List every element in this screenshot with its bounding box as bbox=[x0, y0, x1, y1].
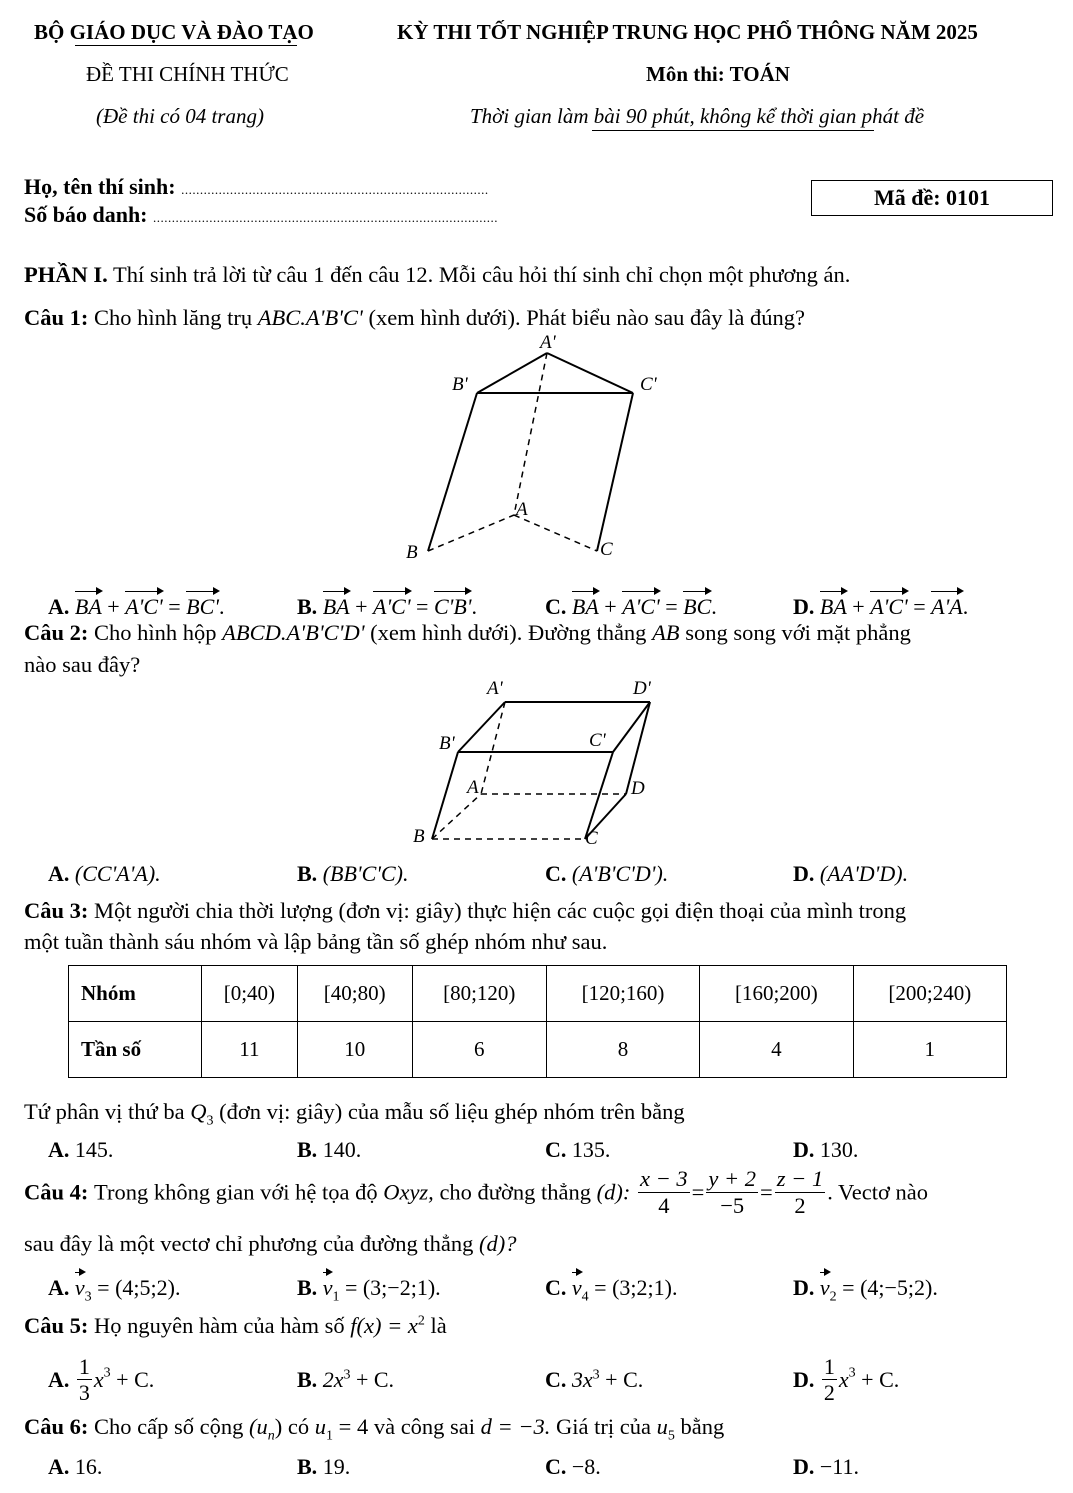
vector: v bbox=[572, 1269, 582, 1301]
q3-option-b[interactable] bbox=[297, 1137, 361, 1163]
q5-option-c[interactable] bbox=[545, 1367, 643, 1393]
table-header-cell: Tần số bbox=[69, 1022, 202, 1078]
q1-label-b-prime: B' bbox=[452, 374, 468, 395]
q4-label: Câu 4: bbox=[24, 1179, 89, 1205]
q4-option-a[interactable] bbox=[48, 1269, 180, 1305]
q3-label: Câu 3: bbox=[24, 898, 89, 923]
q6-option-c[interactable] bbox=[545, 1454, 601, 1480]
q4-fraction-x bbox=[638, 1166, 690, 1219]
q1-text-b: (xem hình dưới). Phát biểu nào sau đây là đúng? bbox=[368, 305, 805, 330]
option-letter: C. bbox=[545, 594, 567, 619]
q4-option-d[interactable] bbox=[793, 1269, 938, 1305]
q1-math: ABC.A'B'C' bbox=[257, 305, 363, 330]
frequency-table bbox=[68, 965, 1007, 1078]
option-sup: 3 bbox=[343, 1367, 351, 1383]
q5-text-b: là bbox=[430, 1313, 447, 1338]
q1-option-b[interactable]: B. BA + A'C' = C'B'. bbox=[297, 588, 477, 620]
table-row bbox=[69, 1022, 1007, 1078]
option-letter: C. bbox=[545, 1367, 567, 1392]
exam-code-box: Mã đề: 0101 bbox=[811, 180, 1053, 216]
option-tail: + C. bbox=[355, 1367, 395, 1392]
q4-stem-line2 bbox=[24, 1231, 516, 1257]
denominator: 2 bbox=[794, 1192, 806, 1218]
option-tail: + C. bbox=[605, 1367, 644, 1392]
option-value: = (3;2;1). bbox=[594, 1275, 678, 1300]
vector: BA bbox=[75, 588, 102, 620]
table-cell: [200;240) bbox=[853, 966, 1006, 1022]
q4-oxyz: Oxyz, bbox=[383, 1179, 434, 1205]
q4-fraction-z bbox=[775, 1166, 825, 1219]
option-letter: D. bbox=[793, 1137, 815, 1162]
numerator: y + 2 bbox=[708, 1166, 757, 1191]
numerator: z − 1 bbox=[776, 1166, 824, 1191]
q6-option-d[interactable] bbox=[793, 1454, 859, 1480]
q3-q-sub: 3 bbox=[206, 1113, 214, 1129]
q6-text-e: bằng bbox=[680, 1414, 725, 1439]
vector: BA bbox=[820, 588, 847, 620]
q6-u5: u bbox=[656, 1414, 668, 1439]
numerator: 1 bbox=[823, 1354, 835, 1379]
vector: A'A bbox=[931, 588, 963, 620]
option-letter: C. bbox=[545, 861, 567, 886]
q1-label-a-prime: A' bbox=[540, 332, 556, 353]
q4-line-ref: (d)? bbox=[478, 1231, 517, 1256]
q1-label-c: C bbox=[600, 539, 613, 560]
q5-func-sup: 2 bbox=[417, 1313, 425, 1329]
vector: BA bbox=[572, 588, 599, 620]
option-value: (BB'C'C). bbox=[322, 861, 409, 886]
q4-fraction-y bbox=[706, 1166, 758, 1219]
q2-label-b-prime: B' bbox=[439, 733, 455, 754]
q1-label-a: A bbox=[516, 499, 528, 520]
q2-stem bbox=[24, 620, 911, 646]
vector: A'C' bbox=[622, 588, 660, 620]
q6-u1: u bbox=[314, 1414, 326, 1439]
q6-seq-sub: n bbox=[267, 1428, 275, 1444]
table-cell: [40;80) bbox=[297, 966, 412, 1022]
vector: A'C' bbox=[870, 588, 908, 620]
q3-option-a[interactable] bbox=[48, 1137, 113, 1163]
option-body: 2x bbox=[322, 1367, 344, 1392]
option-letter: D. bbox=[793, 594, 815, 619]
q3-text-line1: Một người chia thời lượng (đơn vị: giây) thực hiện các cuộc gọi điện thoại của mình trong bbox=[94, 898, 907, 923]
option-value: = (4;5;2). bbox=[97, 1275, 181, 1300]
q3-question-b: (đơn vị: giây) của mẫu số liệu ghép nhóm trên bằng bbox=[219, 1099, 685, 1124]
table-cell: 8 bbox=[546, 1022, 699, 1078]
denominator: 3 bbox=[78, 1380, 90, 1406]
q1-option-d[interactable]: D. BA + A'C' = A'A. bbox=[793, 588, 968, 620]
id-label: Số báo danh: bbox=[24, 202, 148, 227]
option-value: = (4;−5;2). bbox=[842, 1275, 938, 1300]
q6-u1-sub: 1 bbox=[326, 1428, 333, 1444]
q6-text-d: Giá trị của bbox=[556, 1414, 652, 1439]
ministry-name: BỘ GIÁO DỤC VÀ ĐÀO TẠO bbox=[34, 20, 314, 44]
table-cell: [120;160) bbox=[546, 966, 699, 1022]
option-value: (A'B'C'D'). bbox=[571, 861, 669, 886]
q6-seq: (u bbox=[249, 1414, 268, 1439]
fraction bbox=[822, 1354, 837, 1406]
q2-text-c: song song với mặt phẳng bbox=[685, 620, 911, 645]
q5-option-b[interactable] bbox=[297, 1367, 394, 1393]
q2-option-a[interactable] bbox=[48, 861, 161, 887]
q2-label-c-prime: C' bbox=[589, 730, 606, 751]
option-value: 145. bbox=[74, 1137, 114, 1162]
option-letter: A. bbox=[48, 1454, 70, 1479]
ministry-underline bbox=[75, 45, 297, 46]
option-value: = (3;−2;1). bbox=[344, 1275, 441, 1300]
q6-option-b[interactable] bbox=[297, 1454, 350, 1480]
numerator: 1 bbox=[78, 1354, 90, 1379]
option-value: 140. bbox=[322, 1137, 362, 1162]
q2-text-a: Cho hình hộp bbox=[94, 620, 217, 645]
option-letter: C. bbox=[545, 1137, 567, 1162]
subject-label: Môn thi: TOÁN bbox=[646, 62, 790, 86]
q2-text-b: (xem hình dưới). Đường thẳng bbox=[370, 620, 647, 645]
q4-text-c: . Vectơ nào bbox=[827, 1179, 929, 1205]
vector: BC bbox=[683, 588, 711, 620]
option-value: 130. bbox=[819, 1137, 859, 1162]
vector-sub: 2 bbox=[829, 1289, 837, 1305]
q1-label-c-prime: C' bbox=[640, 374, 657, 395]
q2-option-b[interactable] bbox=[297, 861, 408, 887]
q5-label: Câu 5: bbox=[24, 1313, 89, 1338]
vector: BC' bbox=[186, 588, 219, 620]
vector-sub: 1 bbox=[332, 1289, 340, 1305]
q6-text-b: có bbox=[287, 1414, 310, 1439]
name-label: Họ, tên thí sinh: bbox=[24, 174, 176, 199]
option-body: 3x bbox=[571, 1367, 593, 1392]
table-cell: 1 bbox=[853, 1022, 1006, 1078]
q1-label: Câu 1: bbox=[24, 305, 89, 330]
option-letter: C. bbox=[545, 1275, 567, 1300]
q2-label-d: D bbox=[631, 778, 645, 799]
q4-text-a: Trong không gian với hệ tọa độ bbox=[94, 1179, 378, 1205]
option-letter: B. bbox=[297, 861, 318, 886]
option-letter: A. bbox=[48, 1366, 70, 1392]
q4-text-b: cho đường thẳng bbox=[439, 1179, 592, 1205]
q1-stem bbox=[24, 305, 805, 331]
id-dots: ............................................................................................ bbox=[153, 210, 499, 225]
time-underline bbox=[592, 130, 874, 131]
option-body: x bbox=[93, 1366, 104, 1392]
option-letter: C. bbox=[545, 1454, 567, 1479]
table-row bbox=[69, 966, 1007, 1022]
q6-text-a: Cho cấp số cộng bbox=[94, 1414, 244, 1439]
time-note: Thời gian làm bài 90 phút, không kể thời gian phát đề bbox=[470, 104, 925, 128]
q3-question-a: Tứ phân vị thứ ba bbox=[24, 1099, 185, 1124]
vector-sub: 4 bbox=[581, 1289, 589, 1305]
q2-math1: ABCD.A'B'C'D' bbox=[222, 620, 365, 645]
table-cell: [80;120) bbox=[412, 966, 546, 1022]
q2-label-b: B bbox=[413, 826, 425, 847]
q2-label-a-prime: A' bbox=[487, 678, 503, 699]
option-body: x bbox=[838, 1366, 849, 1392]
q5-stem bbox=[24, 1313, 447, 1339]
table-cell: [160;200) bbox=[700, 966, 853, 1022]
q2-label-c: C bbox=[585, 828, 598, 849]
q4-text-line2: sau đây là một vectơ chỉ phương của đường thẳng bbox=[24, 1231, 474, 1256]
q6-stem bbox=[24, 1414, 724, 1445]
q1-text-a: Cho hình lăng trụ bbox=[94, 305, 253, 330]
vector: BA bbox=[323, 588, 350, 620]
q2-box-figure bbox=[405, 672, 675, 852]
q3-stem-line2: một tuần thành sáu nhóm và lập bảng tần số ghép nhóm như sau. bbox=[24, 929, 608, 954]
q3-question bbox=[24, 1099, 685, 1130]
name-dots: .................................................................................. bbox=[181, 182, 489, 197]
q3-option-c[interactable] bbox=[545, 1137, 610, 1163]
table-header-cell: Nhóm bbox=[69, 966, 202, 1022]
numerator: x − 3 bbox=[640, 1166, 688, 1191]
q2-option-d[interactable] bbox=[793, 861, 908, 887]
option-letter: B. bbox=[297, 1275, 318, 1300]
denominator: 4 bbox=[658, 1192, 670, 1218]
q1-option-a[interactable]: A. BA + A'C' = BC'. bbox=[48, 588, 224, 620]
q5-func: f(x) = x bbox=[350, 1313, 418, 1338]
q6-option-a[interactable] bbox=[48, 1454, 102, 1480]
option-letter: D. bbox=[793, 1275, 815, 1300]
q6-u1-val: = 4 bbox=[338, 1414, 369, 1439]
option-letter: B. bbox=[297, 1367, 318, 1392]
q3-stem bbox=[24, 898, 906, 924]
q6-seq-end: ) bbox=[274, 1414, 283, 1439]
q4-line-name: (d): bbox=[596, 1179, 631, 1205]
option-sup: 3 bbox=[103, 1365, 111, 1381]
vector: v bbox=[323, 1269, 333, 1301]
q4-option-c[interactable] bbox=[545, 1269, 677, 1305]
option-value: −11. bbox=[819, 1454, 859, 1479]
vector: C'B' bbox=[434, 588, 472, 620]
candidate-id-row bbox=[24, 202, 498, 228]
option-value: 19. bbox=[322, 1454, 351, 1479]
option-letter: A. bbox=[48, 1137, 70, 1162]
option-letter: B. bbox=[297, 1137, 318, 1162]
option-value: 135. bbox=[571, 1137, 611, 1162]
q1-label-b: B bbox=[406, 542, 418, 563]
option-value: (CC'A'A). bbox=[74, 861, 161, 886]
table-cell: 6 bbox=[412, 1022, 546, 1078]
q3-q-symbol: Q bbox=[190, 1099, 207, 1124]
option-letter: D. bbox=[793, 1366, 815, 1392]
q5-option-d[interactable] bbox=[793, 1354, 899, 1406]
vector-sub: 3 bbox=[84, 1289, 92, 1305]
q1-option-c[interactable]: C. BA + A'C' = BC. bbox=[545, 588, 717, 620]
q2-label-a: A bbox=[467, 777, 479, 798]
pages-note: (Đề thi có 04 trang) bbox=[96, 104, 264, 128]
q2-label: Câu 2: bbox=[24, 620, 89, 645]
table-cell: [0;40) bbox=[202, 966, 298, 1022]
option-value: −8. bbox=[571, 1454, 601, 1479]
option-value: (AA'D'D). bbox=[819, 861, 909, 886]
q2-math2: AB bbox=[652, 620, 680, 645]
official-label: ĐỀ THI CHÍNH THỨC bbox=[86, 62, 289, 86]
option-letter: A. bbox=[48, 861, 70, 886]
option-tail: + C. bbox=[861, 1366, 900, 1392]
option-sup: 3 bbox=[592, 1367, 600, 1383]
table-cell: 10 bbox=[297, 1022, 412, 1078]
option-tail: + C. bbox=[116, 1366, 155, 1392]
part1-text: Thí sinh trả lời từ câu 1 đến câu 12. Mỗi câu hỏi thí sinh chỉ chọn một phương án. bbox=[112, 262, 851, 287]
q2-option-c[interactable] bbox=[545, 861, 668, 887]
q6-label: Câu 6: bbox=[24, 1414, 89, 1439]
table-cell: 4 bbox=[700, 1022, 853, 1078]
q6-u5-sub: 5 bbox=[667, 1428, 675, 1444]
option-letter: B. bbox=[297, 594, 318, 619]
option-letter: A. bbox=[48, 594, 70, 619]
option-value: 16. bbox=[74, 1454, 103, 1479]
q6-text-c: và công sai bbox=[373, 1414, 476, 1439]
q5-text-a: Họ nguyên hàm của hàm số bbox=[94, 1313, 345, 1338]
vector: v bbox=[820, 1269, 830, 1301]
q2-label-d-prime: D' bbox=[633, 678, 651, 699]
part1-label: PHẦN I. bbox=[24, 262, 108, 287]
option-sup: 3 bbox=[848, 1365, 856, 1381]
denominator: 2 bbox=[823, 1380, 835, 1406]
q1-prism-figure bbox=[390, 330, 690, 570]
denominator: −5 bbox=[720, 1192, 745, 1218]
q6-d-val: d = −3. bbox=[480, 1414, 551, 1439]
vector: A'C' bbox=[125, 588, 163, 620]
q4-stem: Câu 4: Trong không gian với hệ tọa độ Oxyz, cho đường thẳng (d): $\frac{x - 3}{4}$ = $\frac{y + 2}{-5}$ = $\frac{z - 1}{2}$ . Vectơ nào bbox=[24, 1166, 929, 1218]
option-letter: B. bbox=[297, 1454, 318, 1479]
option-letter: D. bbox=[793, 1454, 815, 1479]
q2-stem-line2: nào sau đây? bbox=[24, 652, 141, 677]
fraction bbox=[77, 1354, 92, 1406]
table-cell: 11 bbox=[202, 1022, 298, 1078]
q3-option-d[interactable] bbox=[793, 1137, 858, 1163]
vector: v bbox=[75, 1269, 85, 1301]
exam-title: KỲ THI TỐT NGHIỆP TRUNG HỌC PHỔ THÔNG NĂM 2025 bbox=[397, 20, 978, 44]
option-letter: D. bbox=[793, 861, 815, 886]
q5-option-a[interactable] bbox=[48, 1354, 154, 1406]
option-letter: A. bbox=[48, 1275, 70, 1300]
part1-instruction bbox=[24, 262, 850, 288]
candidate-name-row bbox=[24, 174, 489, 200]
q4-option-b[interactable] bbox=[297, 1269, 441, 1305]
vector: A'C' bbox=[373, 588, 411, 620]
